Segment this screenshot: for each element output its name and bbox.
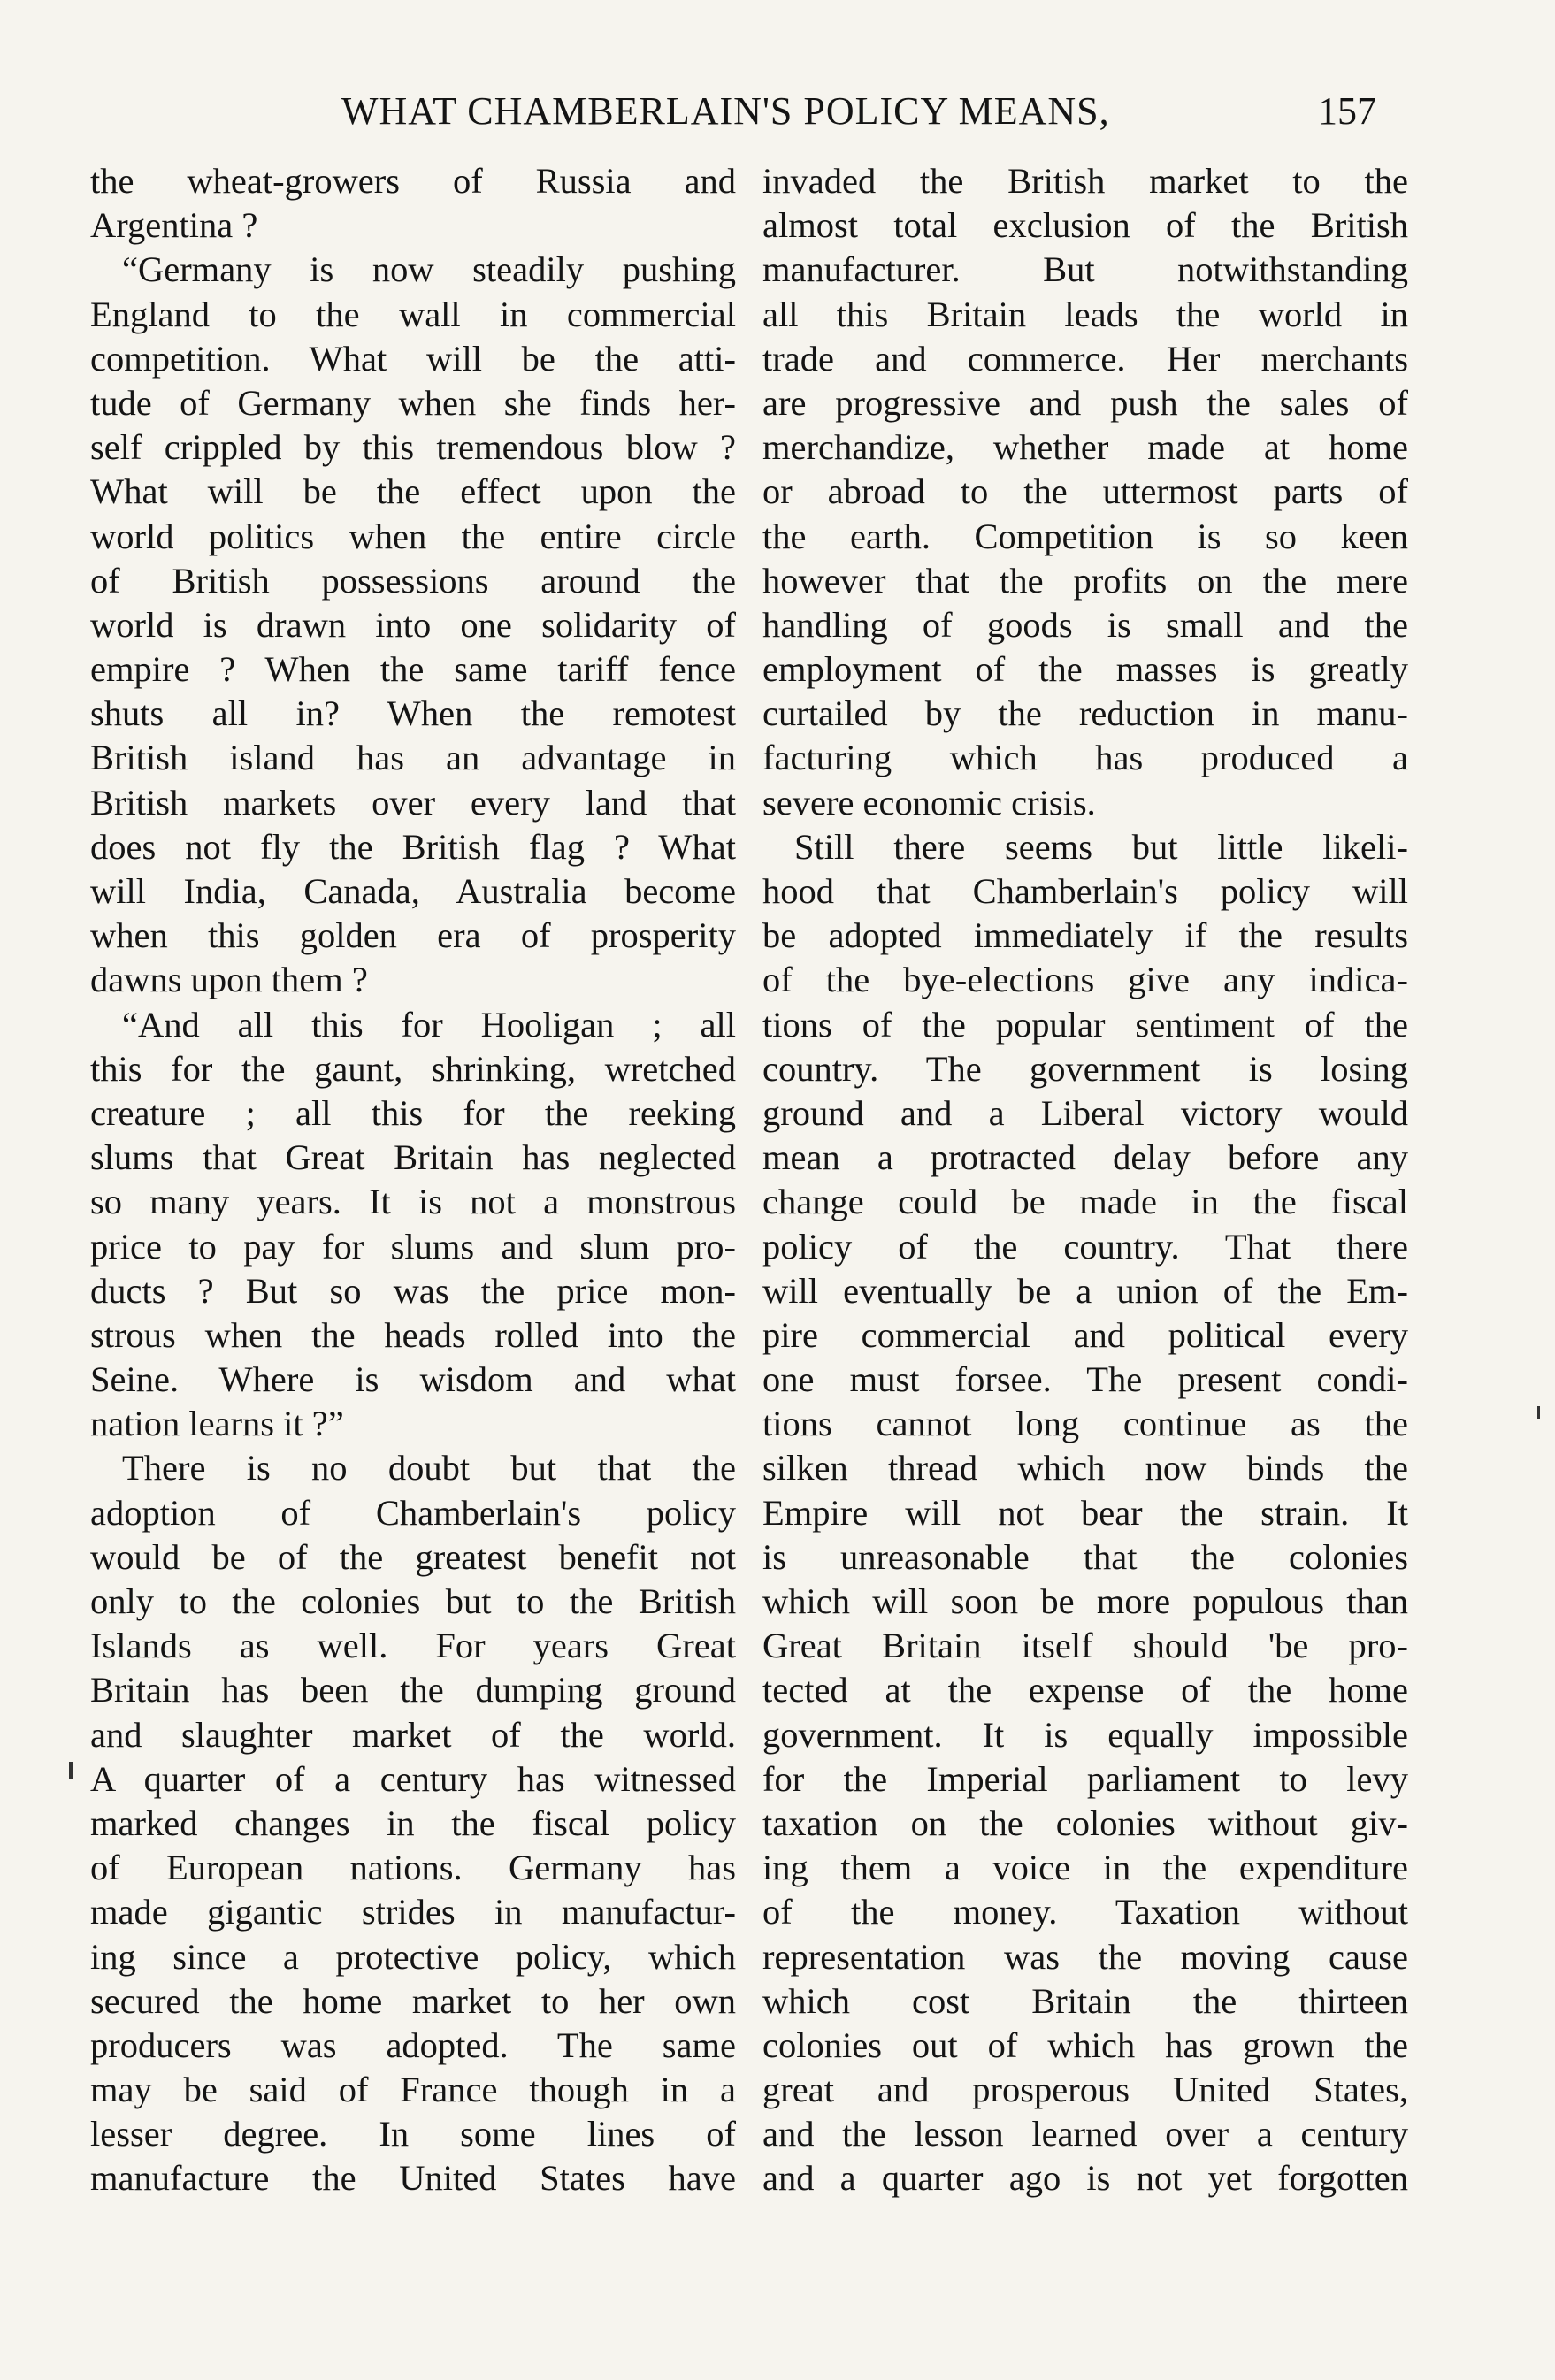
- text-line: price to pay for slums and slum pro-: [90, 1226, 736, 1267]
- text-line: marked changes in the fiscal policy: [90, 1802, 736, 1843]
- text-line: competition. What will be the atti-: [90, 338, 736, 379]
- text-line: of British possessions around the: [90, 560, 736, 601]
- text-line: “And all this for Hooligan ; all: [122, 1004, 736, 1045]
- text-line: country. The government is losing: [762, 1048, 1408, 1089]
- text-line: self crippled by this tremendous blow ?: [90, 427, 736, 468]
- text-line: and slaughter market of the world.: [90, 1714, 736, 1755]
- margin-mark: [1537, 1406, 1540, 1419]
- running-title: WHAT CHAMBERLAIN'S POLICY MEANS,: [341, 89, 1110, 133]
- text-line: mean a protracted delay before any: [762, 1137, 1408, 1178]
- text-line: empire ? When the same tariff fence: [90, 649, 736, 690]
- text-line: would be of the greatest benefit not: [90, 1536, 736, 1577]
- text-line: ducts ? But so was the price mon-: [90, 1270, 736, 1311]
- text-line: hood that Chamberlain's policy will: [762, 871, 1408, 911]
- text-line: may be said of France though in a: [90, 2070, 736, 2110]
- text-line: policy of the country. That there: [762, 1226, 1408, 1267]
- text-line: A quarter of a century has witnessed: [90, 1758, 736, 1799]
- text-line: producers was adopted. The same: [90, 2024, 736, 2065]
- text-line: pire commercial and political every: [762, 1314, 1408, 1355]
- text-line: made gigantic strides in manufactur-: [90, 1892, 736, 1932]
- page-header: [0, 88, 1555, 159]
- text-line: handling of goods is small and the: [762, 604, 1408, 645]
- text-line: almost total exclusion of the British: [762, 205, 1408, 246]
- text-line: Seine. Where is wisdom and what: [90, 1359, 736, 1400]
- text-line: trade and commerce. Her merchants: [762, 338, 1408, 379]
- text-line: Argentina ?: [90, 205, 258, 246]
- text-line: There is no doubt but that the: [122, 1448, 736, 1488]
- text-line: British markets over every land that: [90, 782, 736, 823]
- text-line: the wheat-growers of Russia and: [90, 161, 736, 201]
- margin-mark: [69, 1762, 73, 1779]
- text-line: taxation on the colonies without giv-: [762, 1802, 1408, 1843]
- text-line: will eventually be a union of the Em-: [762, 1270, 1408, 1311]
- text-line: of the money. Taxation without: [762, 1892, 1408, 1932]
- text-line: slums that Great Britain has neglected: [90, 1137, 736, 1178]
- right-column: [762, 159, 1408, 2201]
- text-line: Empire will not bear the strain. It: [762, 1492, 1408, 1533]
- text-line: the earth. Competition is so keen: [762, 516, 1408, 556]
- text-line: which cost Britain the thirteen: [762, 1980, 1408, 2021]
- text-line: British island has an advantage in: [90, 738, 736, 778]
- text-line: and the lesson learned over a century: [762, 2114, 1408, 2154]
- left-column: [90, 159, 736, 2201]
- text-line: however that the profits on the mere: [762, 560, 1408, 601]
- text-line: tions cannot long continue as the: [762, 1404, 1408, 1444]
- text-line: severe economic crisis.: [762, 782, 1096, 823]
- text-line: shuts all in? When the remotest: [90, 693, 736, 734]
- text-line: manufacture the United States have: [90, 2158, 736, 2199]
- text-line: creature ; all this for the reeking: [90, 1092, 736, 1133]
- text-line: invaded the British market to the: [762, 161, 1408, 201]
- text-line: nation learns it ?”: [90, 1404, 344, 1444]
- text-line: dawns upon them ?: [90, 960, 368, 1000]
- text-line: Britain has been the dumping ground: [90, 1670, 736, 1710]
- text-line: England to the wall in commercial: [90, 294, 736, 334]
- text-line: lesser degree. In some lines of: [90, 2114, 736, 2154]
- text-line: this for the gaunt, shrinking, wretched: [90, 1048, 736, 1089]
- text-line: adoption of Chamberlain's policy: [90, 1492, 736, 1533]
- text-line: and a quarter ago is not yet forgotten: [762, 2158, 1408, 2199]
- text-line: silken thread which now binds the: [762, 1448, 1408, 1488]
- text-line: tude of Germany when she finds her-: [90, 382, 736, 423]
- text-line: Great Britain itself should 'be pro-: [762, 1626, 1408, 1666]
- text-line: all this Britain leads the world in: [762, 294, 1408, 334]
- text-line: one must forsee. The present condi-: [762, 1359, 1408, 1400]
- text-line: Still there seems but little likeli-: [794, 826, 1408, 867]
- text-line: merchandize, whether made at home: [762, 427, 1408, 468]
- text-line: curtailed by the reduction in manu-: [762, 693, 1408, 734]
- text-line: What will be the effect upon the: [90, 471, 736, 512]
- text-line: Islands as well. For years Great: [90, 1626, 736, 1666]
- text-line: great and prosperous United States,: [762, 2070, 1408, 2110]
- text-line: of the bye-elections give any indica-: [762, 960, 1408, 1000]
- text-line: which will soon be more populous than: [762, 1581, 1408, 1621]
- text-line: facturing which has produced a: [762, 738, 1408, 778]
- text-line: be adopted immediately if the results: [762, 915, 1408, 956]
- text-line: employment of the masses is greatly: [762, 649, 1408, 690]
- text-line: are progressive and push the sales of: [762, 382, 1408, 423]
- text-line: ing since a protective policy, which: [90, 1936, 736, 1977]
- text-line: tected at the expense of the home: [762, 1670, 1408, 1710]
- text-line: change could be made in the fiscal: [762, 1182, 1408, 1222]
- text-line: colonies out of which has grown the: [762, 2024, 1408, 2065]
- text-line: when this golden era of prosperity: [90, 915, 736, 956]
- text-line: or abroad to the uttermost parts of: [762, 471, 1408, 512]
- text-line: is unreasonable that the colonies: [762, 1536, 1408, 1577]
- text-line: representation was the moving cause: [762, 1936, 1408, 1977]
- text-line: tions of the popular sentiment of the: [762, 1004, 1408, 1045]
- text-line: world politics when the entire circle: [90, 516, 736, 556]
- text-line: manufacturer. But notwithstanding: [762, 249, 1408, 290]
- text-line: ground and a Liberal victory would: [762, 1092, 1408, 1133]
- text-line: government. It is equally impossible: [762, 1714, 1408, 1755]
- text-line: of European nations. Germany has: [90, 1848, 736, 1888]
- text-line: ing them a voice in the expenditure: [762, 1848, 1408, 1888]
- text-line: “Germany is now steadily pushing: [122, 249, 736, 290]
- text-line: will India, Canada, Australia become: [90, 871, 736, 911]
- text-line: only to the colonies but to the British: [90, 1581, 736, 1621]
- text-line: secured the home market to her own: [90, 1980, 736, 2021]
- text-line: for the Imperial parliament to levy: [762, 1758, 1408, 1799]
- text-line: strous when the heads rolled into the: [90, 1314, 736, 1355]
- text-line: world is drawn into one solidarity of: [90, 604, 736, 645]
- text-line: so many years. It is not a monstrous: [90, 1182, 736, 1222]
- text-line: does not fly the British flag ? What: [90, 826, 736, 867]
- page-number: 157: [1318, 89, 1376, 133]
